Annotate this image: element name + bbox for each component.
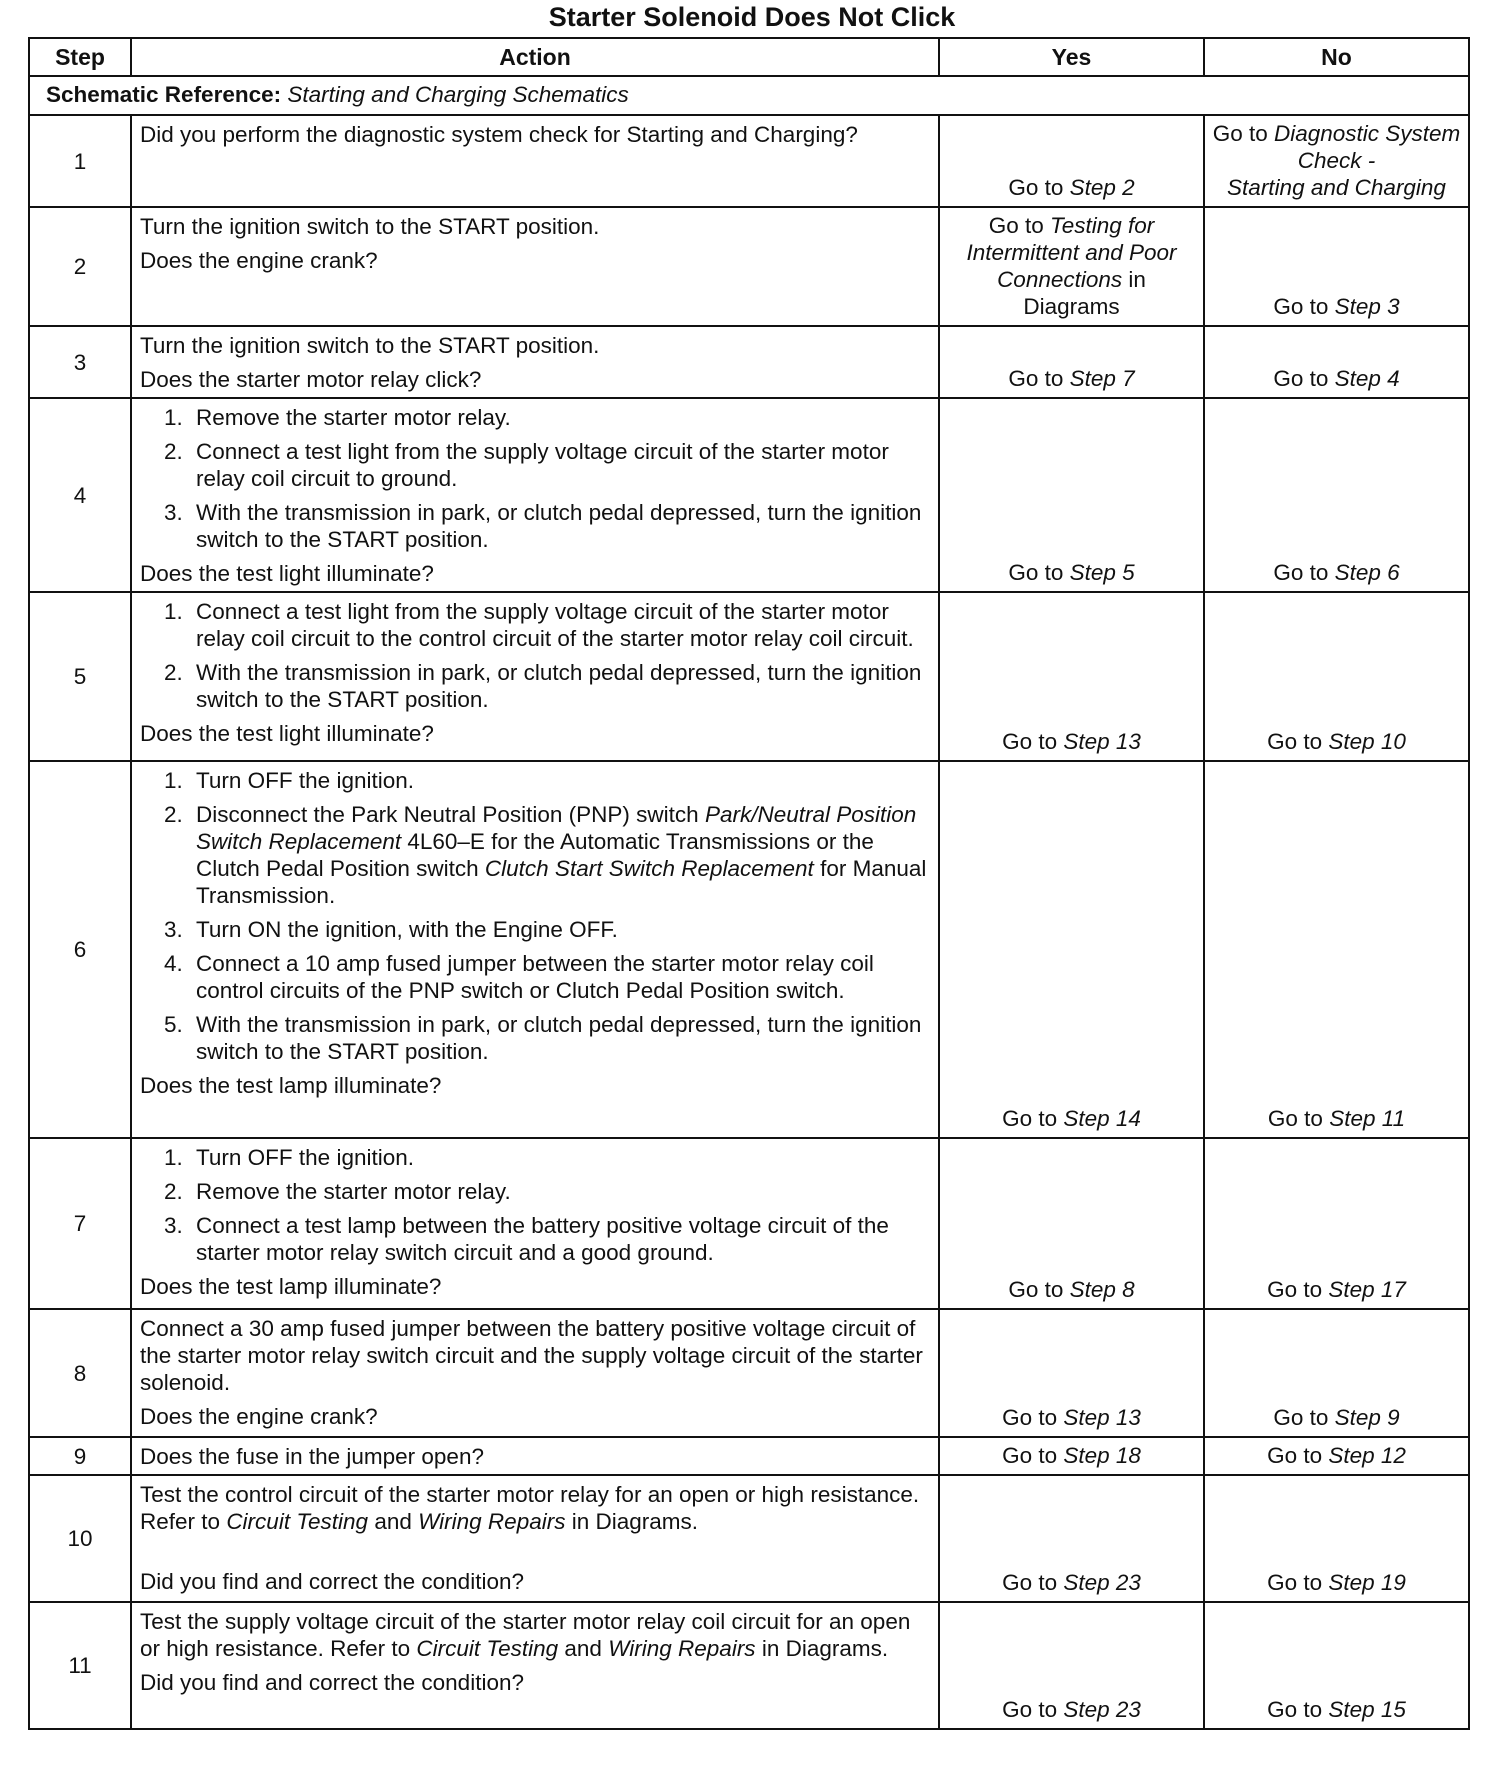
header-row	[29, 38, 1469, 76]
go-to-prefix: Go to	[1267, 729, 1323, 754]
action-cell	[131, 761, 939, 1138]
step-number: 9	[29, 1437, 131, 1475]
list-item: 1. Turn OFF the ignition.	[164, 768, 415, 793]
table-row	[29, 1309, 1469, 1437]
yes-cell[interactable]	[939, 1602, 1204, 1729]
circuit-testing-link[interactable]: Circuit Testing	[416, 1636, 559, 1661]
yes-cell[interactable]	[939, 1475, 1204, 1602]
schematic-reference	[29, 76, 1469, 115]
yes-cell[interactable]	[939, 1437, 1204, 1475]
step-question: Does the test light illuminate?	[140, 721, 434, 746]
no-step-link[interactable]: Step 10	[1328, 729, 1406, 754]
no-step-link[interactable]: Step 11	[1329, 1106, 1406, 1131]
step-question: Does the test lamp illuminate?	[140, 1274, 442, 1299]
go-to-prefix: Go to	[1002, 1106, 1058, 1131]
go-to-prefix: Go to	[1267, 1697, 1323, 1722]
list-item: 3. Turn ON the ignition, with the Engine OFF.	[164, 917, 618, 942]
action-cell	[131, 1602, 939, 1729]
yes-step-link[interactable]: Step 13	[1063, 729, 1141, 754]
go-to-prefix: Go to	[1267, 1277, 1323, 1302]
no-cell[interactable]	[1204, 207, 1469, 326]
table-row	[29, 207, 1469, 326]
no-cell[interactable]	[1204, 1309, 1469, 1437]
no-step-link[interactable]: Step 6	[1334, 560, 1400, 585]
step-question: Does the engine crank?	[140, 248, 378, 273]
go-to-prefix: Go to	[1008, 366, 1064, 391]
table-row	[29, 1437, 1469, 1475]
go-to-prefix: Go to	[1267, 1443, 1323, 1468]
go-to-prefix: Go to	[1008, 175, 1064, 200]
wiring-repairs-link[interactable]: Wiring Repairs	[608, 1636, 756, 1661]
header-no: No	[1204, 38, 1469, 76]
no-step-link[interactable]: Step 17	[1328, 1277, 1406, 1302]
go-to-prefix: Go to	[1002, 729, 1058, 754]
yes-step-link[interactable]: Step 14	[1063, 1106, 1141, 1131]
step-number: 8	[29, 1309, 131, 1437]
no-link[interactable]: Diagnostic System Check -	[1273, 121, 1461, 173]
step-question: Did you perform the diagnostic system check for Starting and Charging?	[140, 122, 858, 147]
header-yes: Yes	[939, 38, 1204, 76]
table-row	[29, 398, 1469, 592]
go-to-prefix: Go to	[1008, 1277, 1064, 1302]
list-item: 3. Connect a test lamp between the battery positive voltage circuit of the starter motor relay switch circuit and a good ground.	[164, 1213, 889, 1265]
yes-step-link[interactable]: Step 23	[1063, 1570, 1141, 1595]
action-cell	[131, 207, 939, 326]
action-cell	[131, 326, 939, 398]
list-item: 2. Disconnect the Park Neutral Position (PNP) switch Park/Neutral Position Switch Replacement 4L60–E for the Automatic Transmissions or the Clutch Pedal Position switch Clutch Start Switch Replacement for Manual Transmission.	[164, 802, 927, 908]
step-number: 7	[29, 1138, 131, 1309]
yes-link[interactable]: Testing for Intermittent and Poor Connections	[966, 213, 1177, 292]
step-question: Did you find and correct the condition?	[140, 1569, 524, 1594]
action-cell	[131, 1138, 939, 1309]
step-number: 6	[29, 761, 131, 1138]
yes-step-link[interactable]: Step 23	[1063, 1697, 1141, 1722]
step-number: 3	[29, 326, 131, 398]
yes-step-link[interactable]: Step 8	[1069, 1277, 1135, 1302]
go-to-prefix: Go to	[1002, 1405, 1058, 1430]
list-item: 1. Remove the starter motor relay.	[164, 405, 511, 430]
list-item: 2. With the transmission in park, or clutch pedal depressed, turn the ignition switch to the START position.	[164, 660, 922, 712]
step-number: 1	[29, 115, 131, 207]
step-number: 10	[29, 1475, 131, 1602]
action-cell	[131, 1437, 939, 1475]
instruction-list	[140, 598, 930, 713]
yes-cell[interactable]	[939, 326, 1204, 398]
clutch-switch-link[interactable]: Clutch Start Switch Replacement	[484, 856, 814, 881]
no-cell[interactable]	[1204, 761, 1469, 1138]
action-cell	[131, 1475, 939, 1602]
no-cell[interactable]	[1204, 115, 1469, 207]
go-to-prefix: Go to	[1267, 1570, 1323, 1595]
action-cell	[131, 592, 939, 761]
schematic-label: Schematic Reference:	[46, 82, 282, 107]
no-step-link[interactable]: Step 19	[1328, 1570, 1406, 1595]
step-instruction: Connect a 30 amp fused jumper between the battery positive voltage circuit of the starter motor relay switch circuit and the supply voltage circuit of the starter solenoid.	[140, 1316, 923, 1395]
go-to-prefix: Go to	[1002, 1443, 1058, 1468]
go-to-prefix: Go to	[1002, 1570, 1058, 1595]
no-step-link[interactable]: Step 4	[1334, 366, 1400, 391]
schematic-link[interactable]: Starting and Charging Schematics	[287, 82, 629, 107]
step-question: Did you find and correct the condition?	[140, 1670, 524, 1695]
yes-cell[interactable]	[939, 398, 1204, 592]
yes-cell[interactable]	[939, 115, 1204, 207]
no-step-link[interactable]: Step 15	[1328, 1697, 1406, 1722]
go-to-prefix: Go to	[1273, 1405, 1329, 1430]
list-item: 2. Connect a test light from the supply voltage circuit of the starter motor relay coil circuit to ground.	[164, 439, 889, 491]
yes-step-link[interactable]: Step 18	[1063, 1443, 1141, 1468]
step-instruction: Turn the ignition switch to the START position.	[140, 214, 600, 239]
step-question: Does the test lamp illuminate?	[140, 1073, 442, 1098]
yes-cell[interactable]	[939, 592, 1204, 761]
go-to-prefix: Go to	[988, 213, 1044, 238]
go-to-prefix: Go to	[1273, 294, 1329, 319]
action-cell	[131, 398, 939, 592]
table-row	[29, 1602, 1469, 1729]
go-to-prefix: Go to	[1273, 560, 1329, 585]
table-row	[29, 115, 1469, 207]
action-cell	[131, 1309, 939, 1437]
yes-cell[interactable]	[939, 1138, 1204, 1309]
table-row	[29, 1475, 1469, 1602]
yes-cell[interactable]	[939, 761, 1204, 1138]
step-instruction: Test the supply voltage circuit of the starter motor relay coil circuit for an open or high resistance. Refer to Circuit Testing and Wiring Repairs in Diagrams.	[140, 1609, 911, 1661]
no-cell[interactable]	[1204, 1602, 1469, 1729]
step-number: 5	[29, 592, 131, 761]
table-row	[29, 1138, 1469, 1309]
header-step: Step	[29, 38, 131, 76]
no-cell[interactable]	[1204, 398, 1469, 592]
no-step-link[interactable]: Step 12	[1328, 1443, 1406, 1468]
yes-step-link[interactable]: Step 13	[1063, 1405, 1141, 1430]
pnp-replacement-link[interactable]: Park/Neutral Position Switch Replacement	[196, 802, 917, 854]
step-number: 11	[29, 1602, 131, 1729]
list-item: 1. Turn OFF the ignition.	[164, 1145, 415, 1170]
step-question: Does the engine crank?	[140, 1404, 378, 1429]
no-cell[interactable]	[1204, 1475, 1469, 1602]
instruction-list	[140, 1144, 930, 1266]
list-item: 2. Remove the starter motor relay.	[164, 1179, 511, 1204]
go-to-prefix: Go to	[1008, 560, 1064, 585]
no-cell[interactable]	[1204, 592, 1469, 761]
yes-cell[interactable]	[939, 1309, 1204, 1437]
no-step-link[interactable]: Step 3	[1334, 294, 1400, 319]
page-title: Starter Solenoid Does Not Click	[548, 2, 956, 32]
step-instruction: Test the control circuit of the starter motor relay for an open or high resistance. Refer to Circuit Testing and Wiring Repairs in Diagrams.	[140, 1482, 920, 1534]
schematic-row	[29, 76, 1469, 115]
instruction-list	[140, 767, 930, 1065]
diagnostic-table	[28, 37, 1470, 1730]
list-item: 1. Connect a test light from the supply voltage circuit of the starter motor relay coil circuit to the control circuit of the starter motor relay coil circuit.	[164, 599, 914, 651]
step-number: 2	[29, 207, 131, 326]
no-link-sub[interactable]: Starting and Charging	[1227, 175, 1446, 200]
yes-cell[interactable]	[939, 207, 1204, 326]
header-action: Action	[131, 38, 939, 76]
yes-step-link[interactable]: Step 2	[1069, 175, 1135, 200]
table-row	[29, 592, 1469, 761]
no-step-link[interactable]: Step 9	[1334, 1405, 1400, 1430]
list-item: 4. Connect a 10 amp fused jumper between the starter motor relay coil control circuits of the PNP switch or Clutch Pedal Position switch.	[164, 951, 874, 1003]
step-question: Does the fuse in the jumper open?	[140, 1444, 484, 1469]
yes-suffix: in Diagrams	[1023, 267, 1146, 319]
no-cell[interactable]	[1204, 1437, 1469, 1475]
no-cell[interactable]	[1204, 326, 1469, 398]
wiring-repairs-link[interactable]: Wiring Repairs	[418, 1509, 566, 1534]
step-instruction: Turn the ignition switch to the START position.	[140, 333, 600, 358]
step-question: Does the starter motor relay click?	[140, 367, 482, 392]
go-to-prefix: Go to	[1267, 1106, 1323, 1131]
go-to-prefix: Go to	[1273, 366, 1329, 391]
go-to-prefix: Go to	[1002, 1697, 1058, 1722]
yes-step-link[interactable]: Step 7	[1069, 366, 1135, 391]
circuit-testing-link[interactable]: Circuit Testing	[226, 1509, 369, 1534]
no-cell[interactable]	[1204, 1138, 1469, 1309]
step-number: 4	[29, 398, 131, 592]
table-row	[29, 326, 1469, 398]
go-to-prefix: Go to	[1212, 121, 1268, 146]
list-item: 5. With the transmission in park, or clutch pedal depressed, turn the ignition switch to the START position.	[164, 1012, 922, 1064]
action-cell	[131, 115, 939, 207]
yes-step-link[interactable]: Step 5	[1069, 560, 1135, 585]
list-item: 3. With the transmission in park, or clutch pedal depressed, turn the ignition switch to the START position.	[164, 500, 922, 552]
table-row	[29, 761, 1469, 1138]
instruction-list	[140, 404, 930, 553]
step-question: Does the test light illuminate?	[140, 561, 434, 586]
